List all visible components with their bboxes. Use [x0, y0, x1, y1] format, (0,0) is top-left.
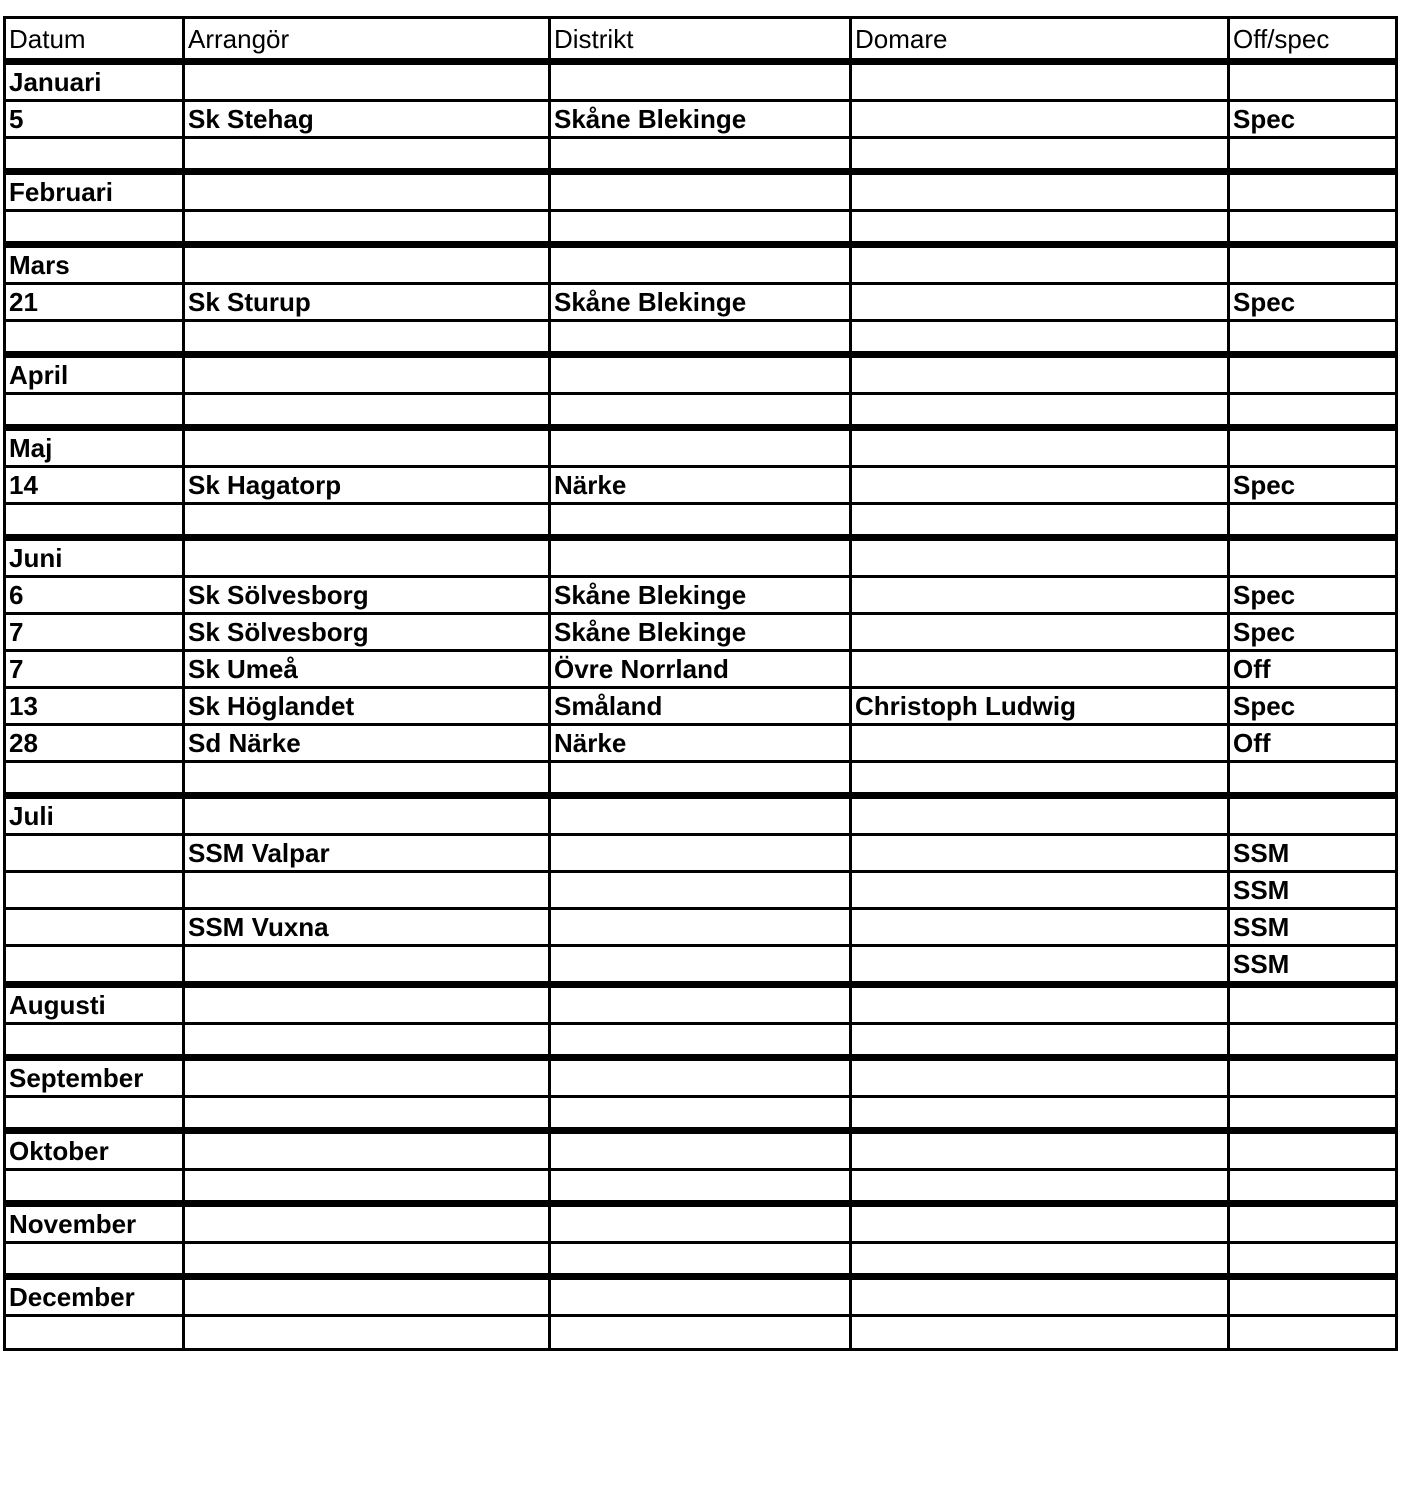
cell-off-spec: Spec — [1229, 101, 1397, 138]
column-header-datum: Datum — [5, 18, 184, 62]
cell-arrangor: Sd Närke — [184, 725, 550, 762]
month-row — [5, 245, 1397, 284]
cell-domare — [851, 762, 1229, 796]
cell-off-spec: Spec — [1229, 688, 1397, 725]
cell-off-spec — [1229, 504, 1397, 538]
cell-arrangor — [184, 355, 550, 394]
cell-datum — [5, 1097, 184, 1131]
cell-off-spec — [1229, 138, 1397, 172]
cell-datum — [5, 211, 184, 245]
cell-datum — [5, 321, 184, 355]
cell-datum — [5, 946, 184, 985]
cell-off-spec: Spec — [1229, 614, 1397, 651]
cell-domare — [851, 355, 1229, 394]
cell-off-spec — [1229, 1131, 1397, 1170]
cell-arrangor — [184, 1316, 550, 1350]
cell-arrangor: SSM Vuxna — [184, 909, 550, 946]
cell-distrikt — [550, 762, 851, 796]
month-row — [5, 172, 1397, 211]
column-header-domare: Domare — [851, 18, 1229, 62]
cell-domare: Christoph Ludwig — [851, 688, 1229, 725]
cell-arrangor: Sk Umeå — [184, 651, 550, 688]
cell-distrikt: Närke — [550, 467, 851, 504]
cell-domare — [851, 614, 1229, 651]
cell-off-spec: SSM — [1229, 872, 1397, 909]
cell-domare — [851, 1243, 1229, 1277]
cell-arrangor — [184, 1058, 550, 1097]
cell-arrangor: Sk Höglandet — [184, 688, 550, 725]
cell-datum: 6 — [5, 577, 184, 614]
cell-arrangor — [184, 872, 550, 909]
cell-distrikt — [550, 1097, 851, 1131]
cell-datum — [5, 1316, 184, 1350]
cell-off-spec — [1229, 355, 1397, 394]
cell-arrangor: Sk Stehag — [184, 101, 550, 138]
cell-arrangor — [184, 1243, 550, 1277]
cell-off-spec — [1229, 1277, 1397, 1316]
cell-arrangor — [184, 172, 550, 211]
cell-off-spec: SSM — [1229, 946, 1397, 985]
cell-datum — [5, 138, 184, 172]
cell-arrangor: Sk Sturup — [184, 284, 550, 321]
column-header-distrikt: Distrikt — [550, 18, 851, 62]
table-row — [5, 1316, 1397, 1350]
cell-distrikt — [550, 909, 851, 946]
cell-arrangor — [184, 1024, 550, 1058]
cell-off-spec — [1229, 62, 1397, 101]
cell-off-spec: SSM — [1229, 835, 1397, 872]
cell-domare — [851, 985, 1229, 1024]
table-row — [5, 725, 1397, 762]
cell-off-spec — [1229, 796, 1397, 835]
cell-off-spec — [1229, 985, 1397, 1024]
cell-domare — [851, 211, 1229, 245]
cell-off-spec: Off — [1229, 725, 1397, 762]
cell-off-spec — [1229, 172, 1397, 211]
cell-distrikt — [550, 835, 851, 872]
table-row — [5, 1024, 1397, 1058]
table-row — [5, 211, 1397, 245]
cell-distrikt — [550, 321, 851, 355]
cell-datum: 5 — [5, 101, 184, 138]
cell-arrangor — [184, 1170, 550, 1204]
cell-datum: April — [5, 355, 184, 394]
cell-arrangor — [184, 504, 550, 538]
month-row — [5, 985, 1397, 1024]
cell-off-spec — [1229, 1243, 1397, 1277]
cell-domare — [851, 872, 1229, 909]
cell-off-spec: Spec — [1229, 467, 1397, 504]
cell-distrikt — [550, 138, 851, 172]
cell-domare — [851, 62, 1229, 101]
cell-arrangor — [184, 211, 550, 245]
cell-distrikt: Närke — [550, 725, 851, 762]
cell-off-spec: Spec — [1229, 284, 1397, 321]
cell-domare — [851, 796, 1229, 835]
cell-datum — [5, 909, 184, 946]
cell-datum: December — [5, 1277, 184, 1316]
cell-distrikt — [550, 1204, 851, 1243]
cell-datum: Maj — [5, 428, 184, 467]
header-row — [5, 18, 1397, 62]
cell-datum: Januari — [5, 62, 184, 101]
cell-arrangor — [184, 321, 550, 355]
cell-arrangor: Sk Hagatorp — [184, 467, 550, 504]
cell-distrikt — [550, 985, 851, 1024]
cell-datum: 7 — [5, 614, 184, 651]
table-row — [5, 1097, 1397, 1131]
cell-domare — [851, 946, 1229, 985]
cell-distrikt — [550, 211, 851, 245]
cell-distrikt: Skåne Blekinge — [550, 577, 851, 614]
month-row — [5, 355, 1397, 394]
cell-domare — [851, 1131, 1229, 1170]
cell-off-spec — [1229, 428, 1397, 467]
cell-domare — [851, 1097, 1229, 1131]
table-row — [5, 101, 1397, 138]
cell-datum — [5, 394, 184, 428]
cell-arrangor — [184, 138, 550, 172]
cell-datum — [5, 762, 184, 796]
cell-datum: 14 — [5, 467, 184, 504]
table-row — [5, 651, 1397, 688]
cell-domare — [851, 1316, 1229, 1350]
cell-distrikt — [550, 872, 851, 909]
cell-arrangor — [184, 796, 550, 835]
cell-arrangor — [184, 1277, 550, 1316]
cell-datum — [5, 872, 184, 909]
cell-datum: November — [5, 1204, 184, 1243]
table-row — [5, 1243, 1397, 1277]
cell-domare — [851, 725, 1229, 762]
cell-datum — [5, 1170, 184, 1204]
cell-domare — [851, 577, 1229, 614]
cell-domare — [851, 1024, 1229, 1058]
cell-domare — [851, 245, 1229, 284]
cell-distrikt — [550, 1243, 851, 1277]
cell-off-spec — [1229, 538, 1397, 577]
month-row — [5, 62, 1397, 101]
cell-distrikt — [550, 796, 851, 835]
schedule-table — [3, 16, 1398, 1351]
month-row — [5, 428, 1397, 467]
cell-arrangor: Sk Sölvesborg — [184, 577, 550, 614]
table-row — [5, 946, 1397, 985]
cell-distrikt — [550, 504, 851, 538]
cell-domare — [851, 504, 1229, 538]
cell-arrangor: Sk Sölvesborg — [184, 614, 550, 651]
cell-distrikt: Småland — [550, 688, 851, 725]
cell-domare — [851, 138, 1229, 172]
cell-domare — [851, 909, 1229, 946]
table-row — [5, 909, 1397, 946]
cell-distrikt — [550, 1058, 851, 1097]
cell-arrangor — [184, 985, 550, 1024]
cell-domare — [851, 172, 1229, 211]
cell-distrikt: Skåne Blekinge — [550, 101, 851, 138]
cell-off-spec — [1229, 1058, 1397, 1097]
cell-arrangor — [184, 394, 550, 428]
cell-datum: Mars — [5, 245, 184, 284]
table-row — [5, 321, 1397, 355]
cell-distrikt — [550, 538, 851, 577]
cell-off-spec — [1229, 1024, 1397, 1058]
table-row — [5, 138, 1397, 172]
cell-datum: September — [5, 1058, 184, 1097]
cell-distrikt — [550, 1131, 851, 1170]
table-row — [5, 835, 1397, 872]
cell-off-spec — [1229, 1170, 1397, 1204]
cell-off-spec — [1229, 1316, 1397, 1350]
table-row — [5, 467, 1397, 504]
cell-distrikt: Övre Norrland — [550, 651, 851, 688]
cell-domare — [851, 101, 1229, 138]
cell-datum: 7 — [5, 651, 184, 688]
cell-datum: Augusti — [5, 985, 184, 1024]
cell-arrangor — [184, 1131, 550, 1170]
cell-distrikt — [550, 355, 851, 394]
month-row — [5, 1277, 1397, 1316]
cell-domare — [851, 284, 1229, 321]
column-header-off-spec: Off/spec — [1229, 18, 1397, 62]
cell-distrikt — [550, 172, 851, 211]
cell-off-spec — [1229, 321, 1397, 355]
cell-domare — [851, 467, 1229, 504]
cell-distrikt — [550, 1277, 851, 1316]
cell-off-spec — [1229, 211, 1397, 245]
table-row — [5, 614, 1397, 651]
table-row — [5, 577, 1397, 614]
month-row — [5, 796, 1397, 835]
cell-datum — [5, 835, 184, 872]
cell-distrikt — [550, 946, 851, 985]
cell-arrangor — [184, 946, 550, 985]
cell-datum — [5, 1243, 184, 1277]
column-header-arrangor: Arrangör — [184, 18, 550, 62]
cell-datum: Juli — [5, 796, 184, 835]
cell-datum — [5, 1024, 184, 1058]
cell-datum: Oktober — [5, 1131, 184, 1170]
cell-domare — [851, 538, 1229, 577]
cell-domare — [851, 651, 1229, 688]
cell-distrikt — [550, 62, 851, 101]
month-row — [5, 1058, 1397, 1097]
table-row — [5, 504, 1397, 538]
cell-arrangor — [184, 538, 550, 577]
month-row — [5, 1204, 1397, 1243]
cell-datum — [5, 504, 184, 538]
cell-off-spec — [1229, 1204, 1397, 1243]
cell-distrikt — [550, 1170, 851, 1204]
cell-domare — [851, 321, 1229, 355]
cell-distrikt — [550, 245, 851, 284]
table-row — [5, 1170, 1397, 1204]
cell-distrikt — [550, 1024, 851, 1058]
cell-datum: 28 — [5, 725, 184, 762]
table-row — [5, 872, 1397, 909]
cell-arrangor: SSM Valpar — [184, 835, 550, 872]
cell-off-spec: Off — [1229, 651, 1397, 688]
table-row — [5, 394, 1397, 428]
cell-domare — [851, 835, 1229, 872]
cell-off-spec: SSM — [1229, 909, 1397, 946]
table-row — [5, 688, 1397, 725]
cell-arrangor — [184, 1204, 550, 1243]
cell-distrikt — [550, 394, 851, 428]
cell-off-spec — [1229, 762, 1397, 796]
cell-arrangor — [184, 1097, 550, 1131]
month-row — [5, 538, 1397, 577]
month-row — [5, 1131, 1397, 1170]
cell-domare — [851, 1277, 1229, 1316]
cell-datum: Juni — [5, 538, 184, 577]
cell-off-spec: Spec — [1229, 577, 1397, 614]
cell-distrikt — [550, 1316, 851, 1350]
cell-distrikt — [550, 428, 851, 467]
schedule-table-body — [5, 18, 1397, 1350]
cell-off-spec — [1229, 245, 1397, 284]
table-row — [5, 762, 1397, 796]
cell-datum: Februari — [5, 172, 184, 211]
cell-arrangor — [184, 762, 550, 796]
cell-domare — [851, 428, 1229, 467]
cell-off-spec — [1229, 394, 1397, 428]
cell-distrikt: Skåne Blekinge — [550, 614, 851, 651]
cell-domare — [851, 1058, 1229, 1097]
cell-domare — [851, 394, 1229, 428]
cell-arrangor — [184, 62, 550, 101]
table-row — [5, 284, 1397, 321]
cell-off-spec — [1229, 1097, 1397, 1131]
cell-arrangor — [184, 428, 550, 467]
cell-domare — [851, 1170, 1229, 1204]
cell-datum: 21 — [5, 284, 184, 321]
cell-arrangor — [184, 245, 550, 284]
cell-distrikt: Skåne Blekinge — [550, 284, 851, 321]
cell-datum: 13 — [5, 688, 184, 725]
cell-domare — [851, 1204, 1229, 1243]
